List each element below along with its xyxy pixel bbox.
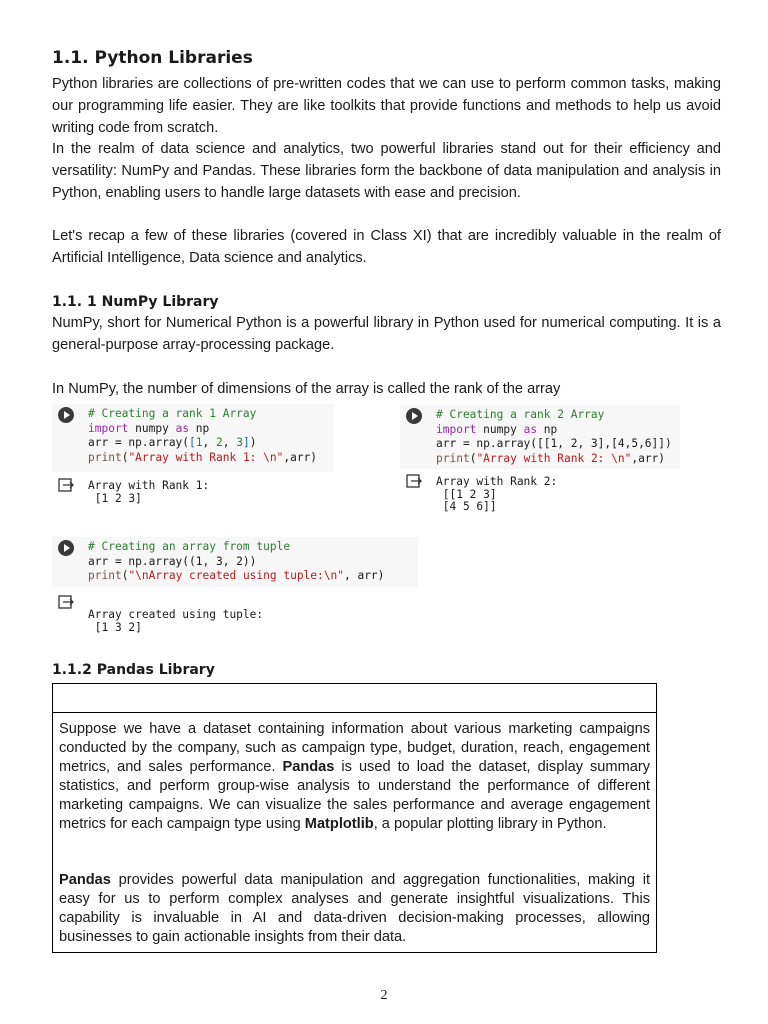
code-cell-rank1 (52, 404, 334, 472)
code-text: arr = np.array((1, 3, 2)) (88, 554, 257, 568)
output-icon (406, 474, 422, 488)
code-text: ) (249, 436, 257, 449)
code-string: "Array with Rank 2: \n" (476, 451, 632, 465)
pandas-paragraph-1 (59, 720, 650, 834)
run-cell-icon[interactable] (406, 408, 422, 424)
code-string: "\nArray created using tuple:\n" (128, 569, 344, 582)
code-function: print (88, 450, 122, 464)
bold-text: Matplotlib (304, 816, 374, 832)
bold-text: Pandas (59, 872, 111, 888)
numpy-heading: 1.1. 1 NumPy Library (52, 294, 219, 310)
code-function: print (436, 451, 470, 465)
code-string: "Array with Rank 1: \n" (128, 450, 284, 464)
code-text: ,arr) (283, 450, 318, 464)
bold-text: Pandas (282, 759, 335, 775)
pandas-box-header-row (53, 684, 656, 713)
run-cell-icon[interactable] (58, 407, 74, 423)
text: , a popular plotting library in Python. (373, 816, 607, 832)
code-text: arr = np.array( (88, 436, 190, 449)
code-text: ( (121, 450, 129, 464)
code-keyword: as (523, 422, 538, 436)
output-cell-tuple (52, 595, 418, 637)
run-cell-icon[interactable] (58, 540, 74, 556)
output-icon (58, 595, 74, 609)
code-body (88, 540, 384, 584)
text: is used to load the dataset, display summary statistics, and perform group-wise analysis to understand the performance of different marketing campaigns. We can visualize the sales performance and average engagement metrics for each campaign type using (59, 759, 650, 832)
output-cell-rank2 (400, 474, 680, 514)
code-comment: # Creating a rank 1 Array (88, 407, 257, 420)
output-text: Array with Rank 1: [1 2 3] (88, 479, 210, 505)
code-number: 2 (216, 436, 223, 449)
output-text: Array with Rank 2: [[1 2 3] [4 5 6]] (436, 475, 558, 513)
code-text: np (189, 421, 210, 435)
code-text: ( (121, 569, 129, 582)
code-cell-rank2 (400, 405, 680, 469)
output-icon (58, 478, 74, 492)
output-text: Array created using tuple: [1 3 2] (88, 608, 264, 634)
code-text: arr = np.array([[1, 2, 3],[4,5,6]]) (436, 437, 672, 450)
code-bracket: [ (189, 436, 196, 449)
code-comment: # Creating an array from tuple (88, 540, 291, 553)
code-text: ,arr) (631, 451, 666, 465)
code-cell-tuple (52, 537, 418, 587)
code-keyword: import (88, 421, 129, 435)
code-number: 1 (195, 436, 203, 449)
code-text: numpy (128, 421, 176, 435)
code-body (436, 408, 672, 466)
code-bracket: ] (243, 436, 250, 449)
code-function: print (88, 569, 122, 582)
text: Suppose we have a dataset containing information about various marketing campaigns conducted by the company, such as campaign type, budget, duration, reach, engagement metrics, and sales performance. (59, 721, 650, 775)
code-text: , (222, 436, 237, 449)
code-text: np (537, 422, 558, 436)
numpy-paragraph-2: In NumPy, the number of dimensions of the array is called the rank of the array (52, 381, 561, 397)
code-keyword: import (436, 422, 477, 436)
pandas-heading: 1.1.2 Pandas Library (52, 662, 215, 678)
pandas-paragraph-2 (59, 871, 650, 947)
code-keyword: as (175, 421, 190, 435)
code-text: ( (469, 451, 477, 465)
numpy-paragraph-1: NumPy, short for Numerical Python is a powerful library in Python used for numerical computing. It is a general-purpose array-processing package. (52, 315, 721, 353)
code-body (88, 407, 317, 465)
code-comment: # Creating a rank 2 Array (436, 408, 605, 421)
pandas-text-box (52, 683, 657, 953)
page-number: 2 (380, 988, 388, 1003)
output-cell-rank1 (52, 478, 334, 508)
text: provides powerful data manipulation and aggregation functionalities, making it easy for us to perform complex analyses and generate insightful visualizations. This capability is invaluable in AI and data-driven decision-making processes, allowing businesses to gain actionable insights from their data. (59, 872, 650, 945)
code-number: 3 (236, 436, 244, 449)
page-title: 1.1. Python Libraries (52, 48, 253, 68)
intro-paragraph-1: Python libraries are collections of pre-written codes that we can use to perform common tasks, making our programming life easier. They are like toolkits that provide functions and methods to help us avoid writing code from scratch. (52, 76, 721, 136)
intro-paragraph-2: In the realm of data science and analytics, two powerful libraries stand out for their efficiency and versatility: NumPy and Pandas. These libraries form the backbone of data manipulation and analysis in Python, enabling users to handle large datasets with ease and precision. (52, 141, 721, 201)
intro-paragraph-3: Let's recap a few of these libraries (covered in Class XI) that are incredibly valuable in the realm of Artificial Intelligence, Data science and analytics. (52, 228, 721, 266)
code-text: , (202, 436, 217, 449)
code-text: numpy (476, 422, 524, 436)
code-text: , arr) (343, 569, 385, 582)
